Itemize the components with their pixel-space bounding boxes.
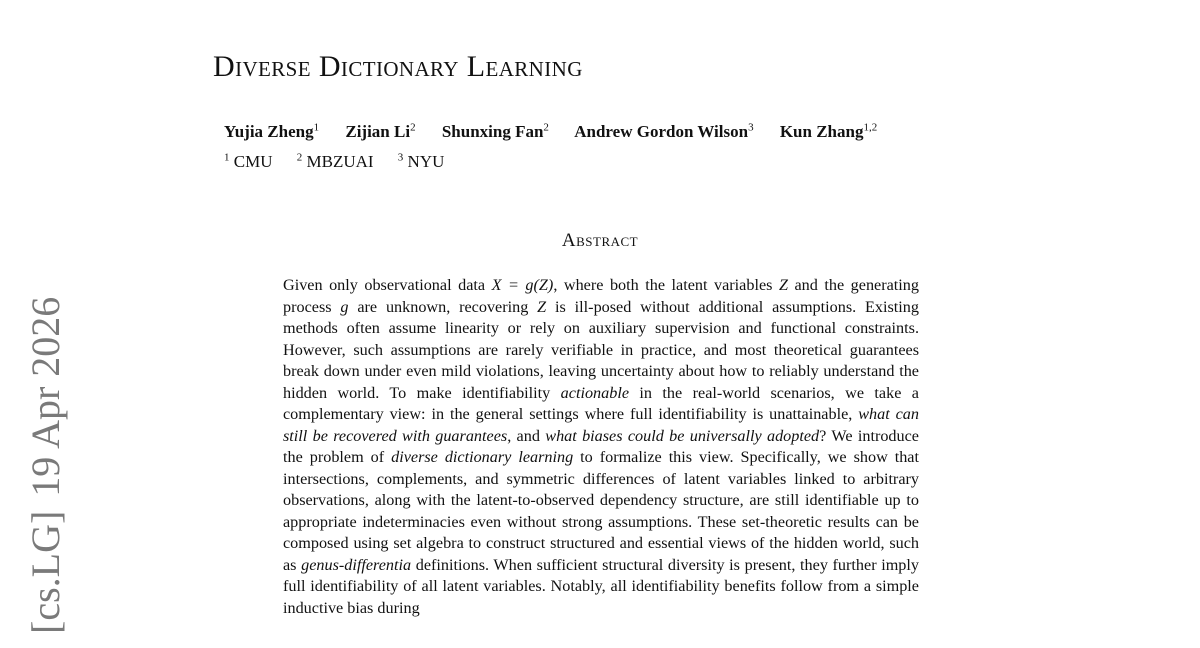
author-affiliation-mark: 1 bbox=[313, 121, 320, 133]
emphasis-actionable: actionable bbox=[560, 383, 630, 402]
affiliation-list bbox=[224, 151, 464, 172]
abstract-text: to formalize this view. Specifically, we show that intersections, complements, and symmetric differences of latent variables linked to arbitrary observations, along with the latent-to-observed dependency structure, are still identifiable up to appropriate indeterminacies even without strong assumptions. These set-theoretic results can be composed using set algebra to construct structured and essential views of the hidden world, such as bbox=[283, 448, 919, 574]
affiliation-name: CMU bbox=[233, 151, 273, 171]
abstract-text: in the real-world scenarios, we take a complementary view: in the general settings where full identifiability is unattainable, bbox=[283, 383, 919, 423]
math-variable-g: g bbox=[340, 297, 349, 316]
affiliation-name: NYU bbox=[407, 151, 445, 171]
author-name: Andrew Gordon Wilson bbox=[574, 121, 749, 141]
author bbox=[224, 122, 319, 141]
abstract-body bbox=[283, 275, 919, 648]
affiliation-mark: 2 bbox=[296, 151, 303, 163]
abstract-paragraph bbox=[283, 275, 919, 619]
arxiv-stamp-text bbox=[20, 297, 72, 648]
author-affiliation-mark: 2 bbox=[410, 121, 416, 133]
abstract-text: Given only observational data bbox=[283, 276, 492, 294]
paper-title: Diverse Dictionary Learning bbox=[213, 50, 583, 83]
math-variable-z: Z bbox=[778, 276, 788, 294]
emphasis-recovered-with-guarantees: what can still be recovered with guarantees bbox=[283, 405, 919, 445]
author-name: Yujia Zheng bbox=[224, 121, 314, 141]
math-variable-z: Z bbox=[537, 297, 547, 316]
affiliation bbox=[297, 152, 374, 171]
abstract-text: , where both the latent variables bbox=[553, 276, 779, 294]
arxiv-date: 19 Apr 2026 bbox=[23, 296, 68, 497]
affiliation-name: MBZUAI bbox=[306, 151, 374, 171]
author-affiliation-mark: 3 bbox=[748, 121, 754, 133]
abstract-text: ? We introduce the problem of bbox=[283, 426, 919, 466]
arxiv-category: [cs.LG] bbox=[23, 510, 68, 634]
author-list bbox=[224, 121, 899, 142]
affiliation-mark: 1 bbox=[224, 151, 230, 163]
affiliation bbox=[224, 152, 272, 171]
abstract-text: are unknown, recovering bbox=[348, 297, 538, 316]
abstract-text: is ill-posed without additional assumptions. Existing methods often assume linearity or rely on auxiliary supervision and functional constraints. However, such assumptions are rarely verifiable in practice, and most theoretical guarantees break down under even mild violations, leaving uncertainty about how to reliably understand the hidden world. To make identifiability bbox=[283, 297, 919, 402]
author-name: Zijian Li bbox=[345, 121, 411, 141]
abstract-text: definitions. When sufficient structural diversity is present, they further imply full identifiability of all latent variables. Notably, all identifiability benefits follow from a simple inductive bias during bbox=[283, 555, 919, 617]
abstract-text: , and bbox=[507, 426, 546, 445]
author-name: Kun Zhang bbox=[779, 121, 864, 141]
emphasis-universal-biases: what biases could be universally adopted bbox=[545, 426, 820, 445]
author-affiliation-mark: 1,2 bbox=[863, 121, 878, 133]
abstract-heading: Abstract bbox=[561, 230, 639, 251]
emphasis-genus-differentia: genus-differentia bbox=[301, 555, 412, 574]
arxiv-sidebar-stamp bbox=[20, 0, 76, 648]
emphasis-diverse-dictionary-learning: diverse dictionary learning bbox=[391, 448, 574, 466]
author bbox=[442, 122, 549, 141]
author-name: Shunxing Fan bbox=[441, 121, 544, 141]
author bbox=[780, 122, 877, 141]
equation-x-equals-g-z: X = g(Z) bbox=[491, 276, 554, 294]
author bbox=[574, 122, 753, 141]
affiliation bbox=[398, 152, 445, 171]
affiliation-mark: 3 bbox=[397, 151, 404, 163]
abstract-text: and the generating process bbox=[283, 276, 919, 316]
author-affiliation-mark: 2 bbox=[543, 121, 549, 133]
author bbox=[345, 122, 415, 141]
